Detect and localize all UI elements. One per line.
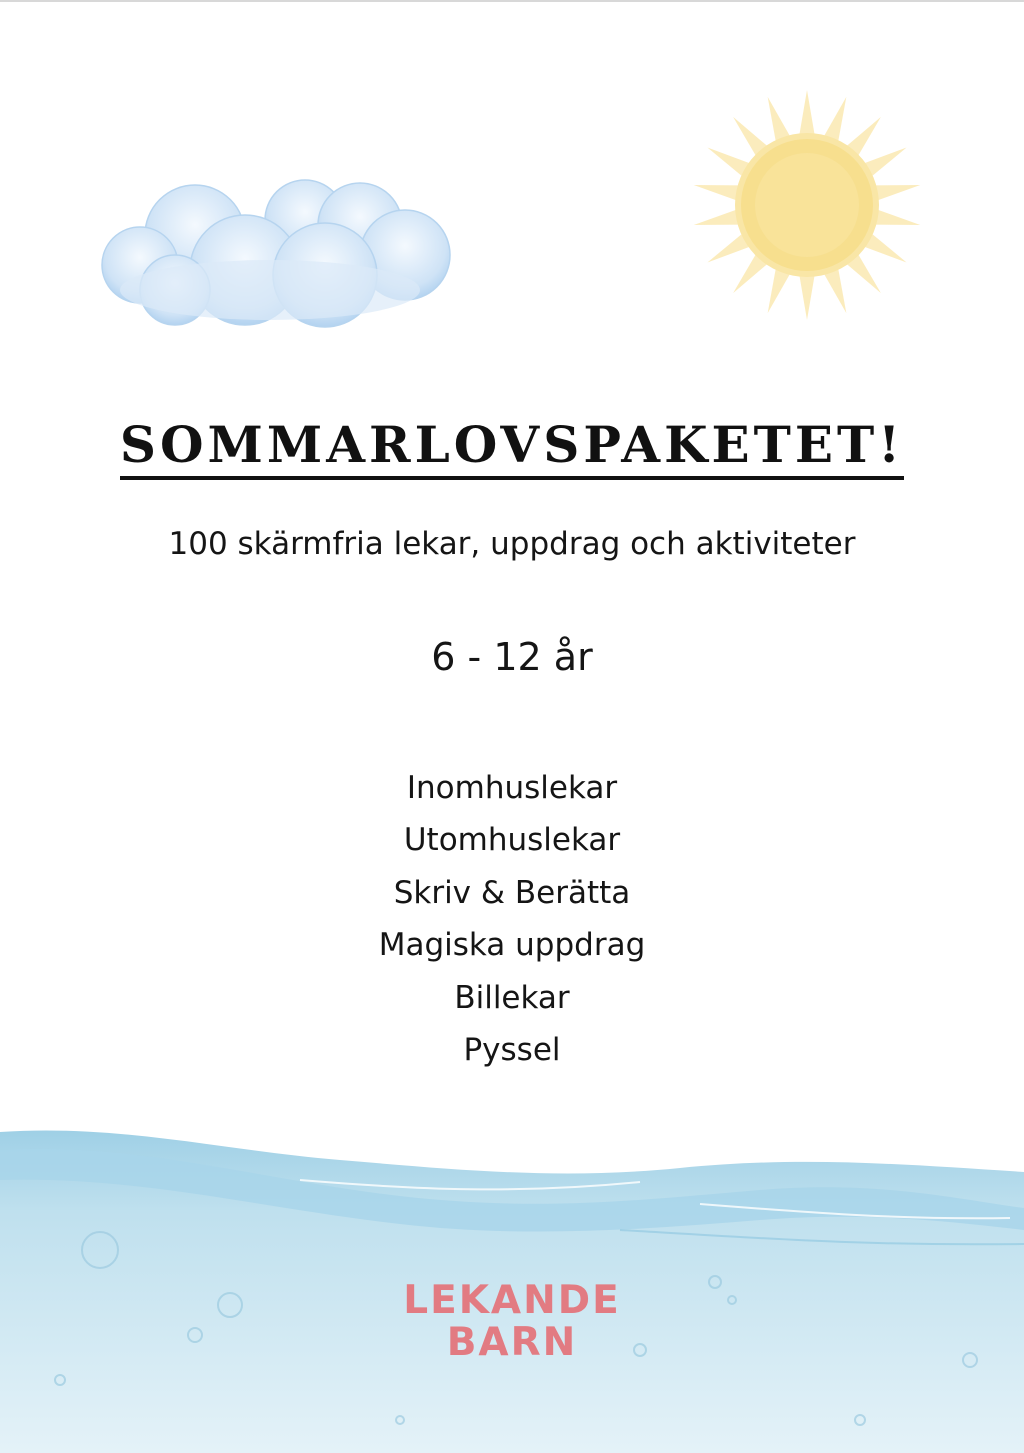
page-title: SOMMARLOVSPAKETET! bbox=[120, 416, 904, 480]
category-list bbox=[0, 762, 1024, 1076]
title-block bbox=[0, 416, 1024, 480]
category-item: Pyssel bbox=[463, 1031, 561, 1068]
cloud-icon bbox=[95, 165, 465, 340]
category-item: Billekar bbox=[454, 979, 570, 1016]
sun-icon bbox=[685, 88, 940, 323]
category-item: Skriv & Berätta bbox=[393, 874, 631, 911]
brand-logo bbox=[0, 1280, 1024, 1364]
age-range: 6 - 12 år bbox=[431, 635, 593, 679]
category-item: Utomhuslekar bbox=[403, 822, 621, 859]
category-item: Magiska uppdrag bbox=[378, 927, 646, 964]
logo-line-2: BARN bbox=[446, 1320, 578, 1365]
logo-line-1: LEKANDE bbox=[403, 1278, 621, 1323]
subtitle: 100 skärmfria lekar, uppdrag och aktiviteter bbox=[168, 526, 856, 562]
category-item: Inomhuslekar bbox=[406, 770, 618, 806]
